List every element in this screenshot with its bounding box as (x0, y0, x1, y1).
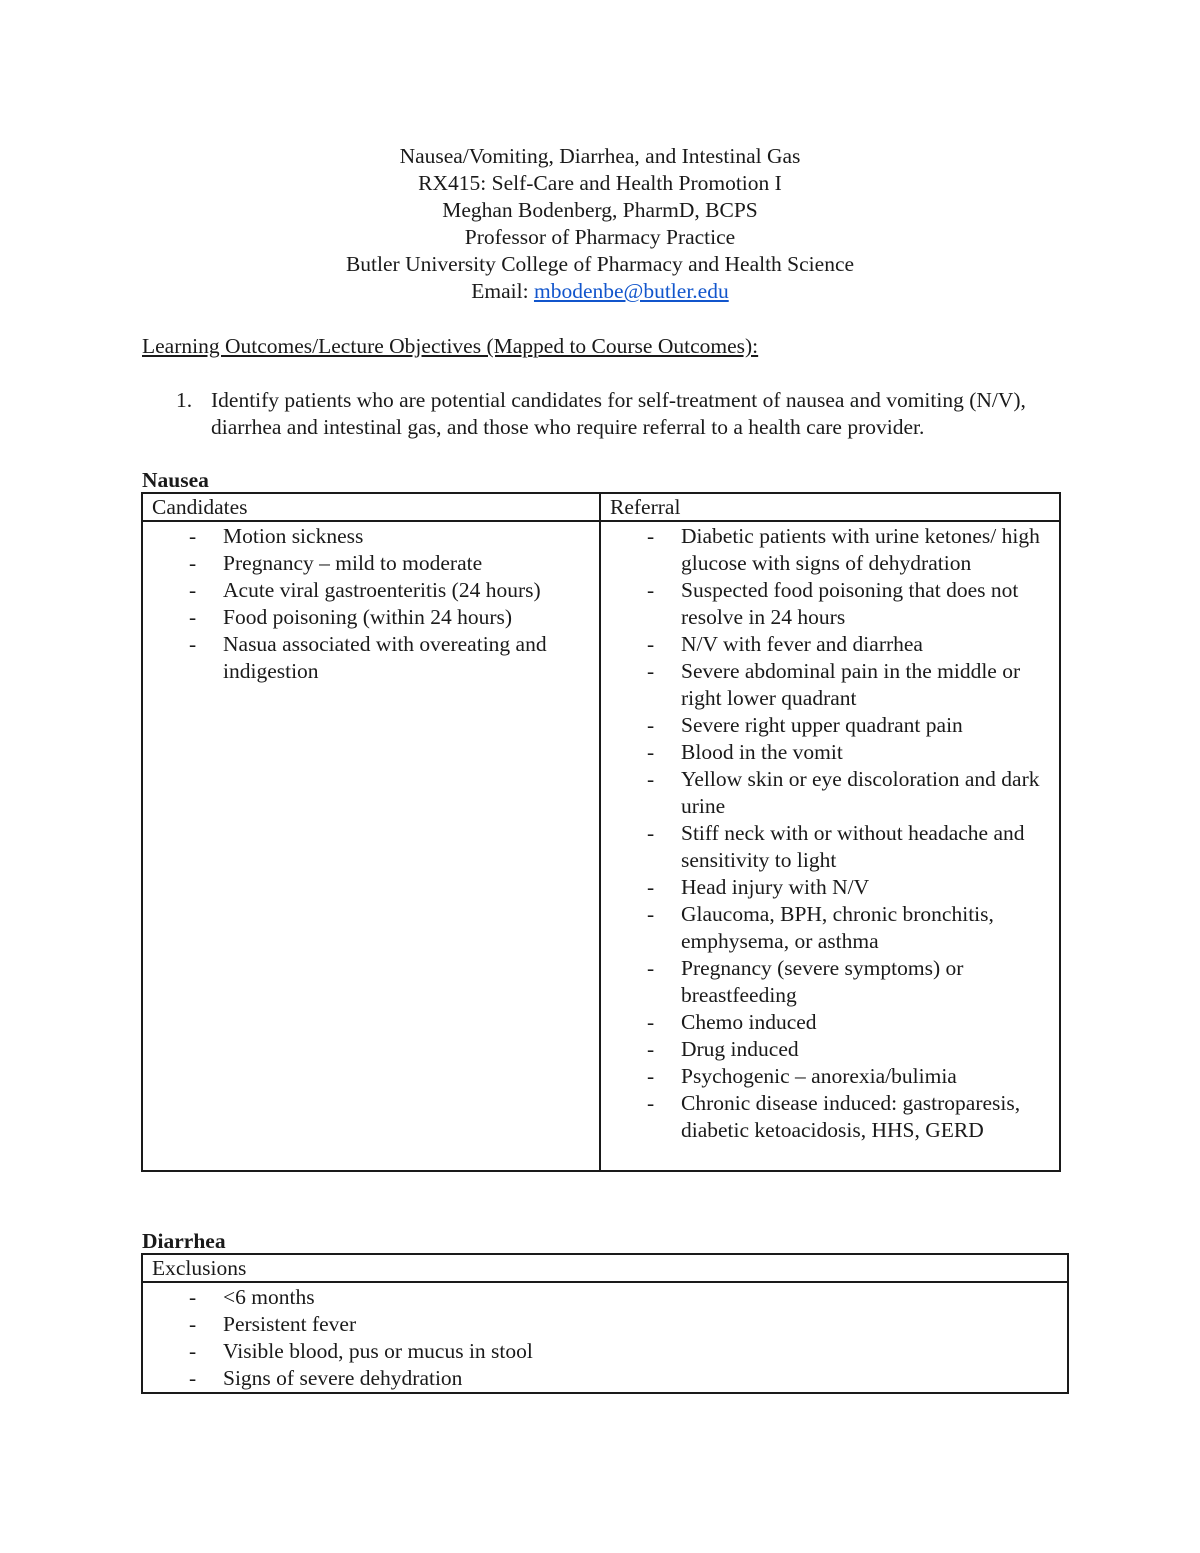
candidates-column-header: Candidates (142, 493, 600, 521)
list-item-text: Food poisoning (within 24 hours) (223, 605, 513, 629)
bullet-dash: - (647, 578, 655, 602)
bullet-dash: - (647, 821, 655, 845)
list-item (601, 577, 1059, 631)
objective-number: 1. (176, 388, 193, 412)
referral-column-header: Referral (600, 493, 1060, 521)
document-title: Nausea/Vomiting, Diarrhea, and Intestinal Gas (399, 144, 801, 168)
list-item-text: Yellow skin or eye discoloration and dark urine (681, 767, 1040, 818)
list-item (143, 550, 599, 577)
list-item (601, 1009, 1059, 1036)
list-item-text: <6 months (223, 1285, 315, 1309)
objectives-heading: Learning Outcomes/Lecture Objectives (Mapped to Course Outcomes): (142, 334, 759, 358)
list-item (601, 712, 1059, 739)
bullet-dash: - (647, 659, 655, 683)
list-item-text: Chronic disease induced: gastroparesis, diabetic ketoacidosis, HHS, GERD (681, 1091, 1021, 1142)
bullet-dash: - (189, 605, 197, 629)
list-item (601, 901, 1059, 955)
list-item (601, 820, 1059, 874)
list-item-text: N/V with fever and diarrhea (681, 632, 923, 656)
list-item-text: Motion sickness (223, 524, 364, 548)
nausea-heading: Nausea (142, 468, 209, 492)
document-header (0, 143, 1200, 305)
email-link[interactable]: mbodenbe@butler.edu (533, 279, 729, 303)
email-line (0, 278, 1200, 305)
email-label: Email: (471, 279, 529, 303)
bullet-dash: - (189, 1312, 197, 1336)
list-item (601, 1063, 1059, 1090)
bullet-dash: - (189, 524, 197, 548)
bullet-dash: - (647, 875, 655, 899)
bullet-dash: - (647, 740, 655, 764)
list-item-text: Suspected food poisoning that does not resolve in 24 hours (681, 578, 1019, 629)
bullet-dash: - (647, 713, 655, 737)
list-item (143, 1365, 1067, 1392)
candidates-cell (142, 521, 600, 1171)
list-item-text: Blood in the vomit (681, 740, 843, 764)
list-item-text: Diabetic patients with urine ketones/ high glucose with signs of dehydration (681, 524, 1040, 575)
list-item-text: Chemo induced (681, 1010, 817, 1034)
list-item (601, 739, 1059, 766)
bullet-dash: - (647, 1064, 655, 1088)
list-item-text: Severe abdominal pain in the middle or right lower quadrant (681, 659, 1021, 710)
objective-text: Identify patients who are potential candidates for self-treatment of nausea and vomiting (N/V), diarrhea and intestinal gas, and those who require referral to a health care provider. (211, 388, 1026, 439)
list-item (143, 523, 599, 550)
bullet-dash: - (647, 1091, 655, 1115)
list-item-text: Pregnancy (severe symptoms) or breastfeeding (681, 956, 964, 1007)
list-item-text: Acute viral gastroenteritis (24 hours) (223, 578, 541, 602)
exclusions-column-header: Exclusions (142, 1254, 1068, 1282)
diarrhea-heading: Diarrhea (142, 1229, 226, 1253)
list-item-text: Signs of severe dehydration (223, 1366, 463, 1390)
bullet-dash: - (647, 956, 655, 980)
list-item (601, 874, 1059, 901)
list-item (601, 955, 1059, 1009)
list-item (143, 1284, 1067, 1311)
list-item-text: Severe right upper quadrant pain (681, 713, 963, 737)
exclusions-list (143, 1283, 1067, 1392)
list-item-text: Nasua associated with overeating and indigestion (223, 632, 547, 683)
referral-list (601, 522, 1059, 1144)
bullet-dash: - (647, 1010, 655, 1034)
list-item (143, 577, 599, 604)
list-item-text: Pregnancy – mild to moderate (223, 551, 483, 575)
list-item (143, 631, 599, 685)
list-item (143, 604, 599, 631)
list-item (601, 523, 1059, 577)
bullet-dash: - (647, 524, 655, 548)
list-item (601, 1090, 1059, 1144)
bullet-dash: - (647, 902, 655, 926)
list-item-text: Head injury with N/V (681, 875, 870, 899)
exclusions-cell (142, 1282, 1068, 1393)
nausea-table (141, 492, 1061, 1172)
author-position: Professor of Pharmacy Practice (464, 225, 736, 249)
list-item-text: Psychogenic – anorexia/bulimia (681, 1064, 957, 1088)
author-name: Meghan Bodenberg, PharmD, BCPS (442, 198, 758, 222)
bullet-dash: - (189, 1366, 197, 1390)
bullet-dash: - (189, 578, 197, 602)
bullet-dash: - (189, 1339, 197, 1363)
list-item-text: Persistent fever (223, 1312, 357, 1336)
bullet-dash: - (647, 632, 655, 656)
course-name: RX415: Self-Care and Health Promotion I (418, 171, 782, 195)
list-item-text: Visible blood, pus or mucus in stool (223, 1339, 533, 1363)
diarrhea-table (141, 1253, 1069, 1394)
bullet-dash: - (189, 551, 197, 575)
bullet-dash: - (647, 767, 655, 791)
bullet-dash: - (189, 1285, 197, 1309)
list-item-text: Drug induced (681, 1037, 799, 1061)
list-item (143, 1338, 1067, 1365)
bullet-dash: - (189, 632, 197, 656)
list-item (601, 766, 1059, 820)
candidates-list (143, 522, 599, 685)
list-item-text: Glaucoma, BPH, chronic bronchitis, emphysema, or asthma (681, 902, 994, 953)
list-item (601, 631, 1059, 658)
list-item (601, 1036, 1059, 1063)
bullet-dash: - (647, 1037, 655, 1061)
institution-name: Butler University College of Pharmacy and Health Science (345, 252, 855, 276)
list-item (143, 1311, 1067, 1338)
list-item (601, 658, 1059, 712)
list-item-text: Stiff neck with or without headache and sensitivity to light (681, 821, 1025, 872)
referral-cell (600, 521, 1060, 1171)
